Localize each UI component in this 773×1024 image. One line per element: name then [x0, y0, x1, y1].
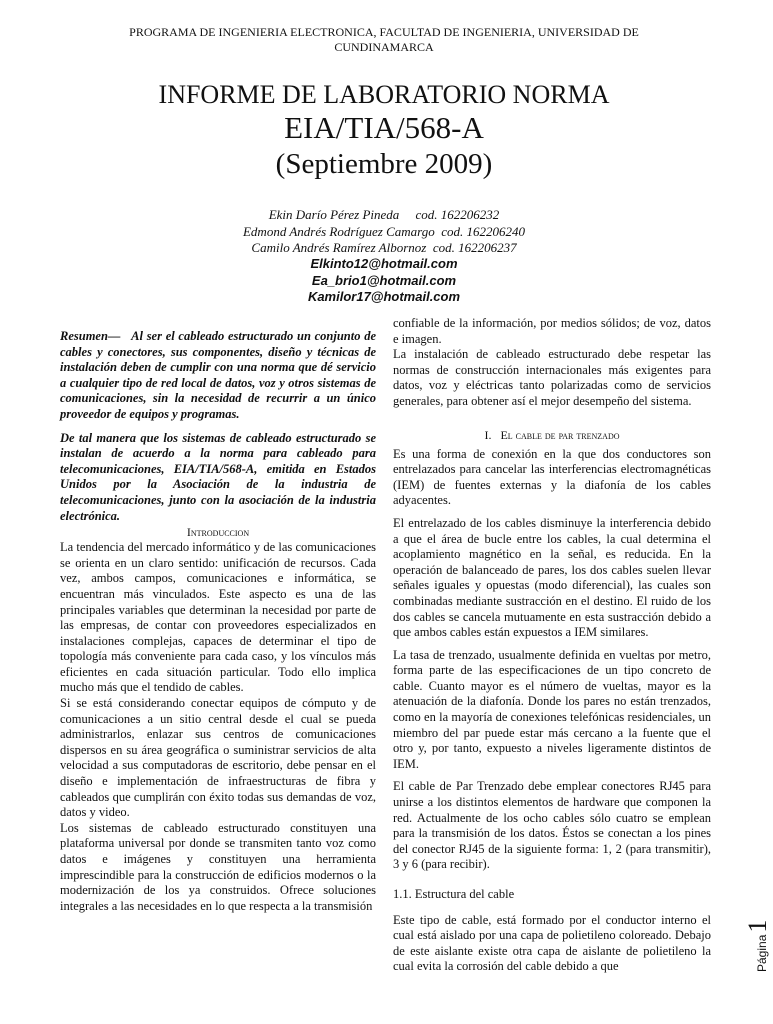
author-list: [0, 207, 768, 257]
intro-paragraph: La tendencia del mercado informático y de las comunicaciones se orienta en un claro sentido: unificación de recursos. Cada vez, ambos campos, comunicaciones e informática, se encuentran más vinculados. Este aspecto es una de las principales variables que determinan la necesidad por parte de las empresas, de contar con proveedores especializados en instalaciones complejas, capaces de determinar el tipo de topología más conveniente para cada caso, y los vínculos más eficientes en cada situación particular. Todo ello implica mucho más que el tendido de cables.: [60, 540, 376, 695]
institution-header: PROGRAMA DE INGENIERIA ELECTRONICA, FACULTAD DE INGENIERIA, UNIVERSIDAD DE CUNDINAMARCA: [129, 25, 639, 54]
body-paragraph: Este tipo de cable, está formado por el conductor interno el cual está aislado por una capa de polietileno coloreado. Debajo de este aislante existe otra capa de aislante de polietileno la cual evita la corrosión del cable debido a que: [393, 912, 711, 974]
body-paragraph: El entrelazado de los cables disminuye la interferencia debido a que el área de bucle entre los cables, la cual determina el acoplamiento magnético en la señal, es reducida. En la operación de balanceado de pares, los dos cables suelen llevar señales iguales y opuestas (modo diferencial), las cuales son combinadas mediante sustracción en el destino. El ruido de los dos cables se cancela mutuamente en esta sustracción debido a que ambos cables están expuestos a IEM similares.: [393, 515, 711, 640]
author-line: Edmond Andrés Rodríguez Camargo cod. 162206240: [242, 223, 526, 239]
intro-paragraph: Los sistemas de cableado estructurado constituyen una plataforma universal por donde se transmiten tanto voz como datos e imágenes y constituyen una herramienta imprescindible para la construcción de edificios modernos o la modernización de los ya construidos. Ofrece soluciones integrales a las necesidades en lo que respecta a la transmisión: [60, 820, 376, 913]
page-number-label: [718, 872, 772, 1002]
author-line: Ekin Darío Pérez Pineda cod. 162206232: [268, 207, 500, 222]
body-paragraph: La tasa de trenzado, usualmente definida en vueltas por metro, forma parte de las especificaciones de un tipo concreto de cable. Cuanto mayor es el número de vueltas, mayor es la atenuación de la diafonía. Donde los pares no están trenzados, como en la mayoría de conexiones telefónicas residenciales, un miembro del par puede estar más cercano a la fuente que el otro y, por tanto, expuesto a niveles ligeramente distintos de IEM.: [393, 647, 711, 771]
author-line: Camilo Andrés Ramírez Albornoz cod. 162206237: [251, 240, 517, 255]
report-date: (Septiembre 2009): [275, 148, 493, 180]
right-column: [393, 316, 711, 975]
section-heading: I. El cable de par trenzado: [484, 427, 620, 442]
email-link[interactable]: Kamilor17@hotmail.com: [307, 289, 461, 304]
body-paragraph: Es una forma de conexión en la que dos conductores son entrelazados para cancelar las interferencias electromagnéticas (IEM) de fuentes externas y la diafonía de los cables adyacentes.: [393, 446, 711, 508]
left-column: [60, 329, 376, 914]
email-link[interactable]: Ea_brio1@hotmail.com: [311, 272, 457, 288]
abstract: [60, 329, 376, 423]
abstract-text: Al ser el cableado estructurado un conjunto de cables y conectores, sus componentes, diseño y técnicas de instalación deben de cumplir con una norma que dé servicio a cualquier tipo de red local de datos, voz y otros sistemas de comunicaciones, sin la necesidad de recurrir a un único proveedor de equipos y programas.: [60, 329, 376, 421]
body-paragraph: confiable de la información, por medios sólidos; de voz, datos e imagen.: [393, 316, 711, 346]
intro-paragraph: Si se está considerando conectar equipos de cómputo y de comunicaciones a un sitio central desde el cual se pueda administrarlos, enlazar sus centros de comunicaciones dispersos en su área geográfica o suministrar servicios de alta velocidad a sus computadoras de escritorio, debe pensar en el diseño e implementación de infraestructuras de fibra y cableados que cumplirán con éxito todas sus demandas de voz, datos y video.: [60, 696, 376, 820]
email-link[interactable]: Elkinto12@hotmail.com: [310, 256, 458, 271]
subsection-heading: 1.1. Estructura del cable: [393, 887, 515, 901]
body-paragraph: El cable de Par Trenzado debe emplear conectores RJ45 para unirse a los distintos elementos de hardware que componen la red. Actualmente de los ocho cables sólo cuatro se emplean para la transmisión de los datos. Éstos se conectan a los pines del conector RJ45 de la siguiente forma: 1, 2 (para transmitir), 3 y 6 (para recibir).: [393, 779, 711, 872]
abstract-lead: Resumen—: [60, 329, 121, 343]
report-title: INFORME DE LABORATORIO NORMA: [158, 80, 610, 109]
page-number: 1: [743, 919, 772, 933]
abstract-continued: De tal manera que los sistemas de cableado estructurado se instalan de acuerdo a la norma para cableado para telecomunicaciones, EIA/TIA/568-A, emitida en Estados Unidos por la Asociación de la industria de telecomunicaciones, junto con la asociación de la industria electrónica.: [60, 430, 376, 523]
body-paragraph: La instalación de cableado estructurado debe respetar las normas de construcción internacionales más exigentes para datos, voz y eléctricas tanto polarizadas como de servicios generales, para obtener así el mejor desempeño del sistema.: [393, 347, 711, 408]
email-list: [0, 256, 768, 306]
page-word: Página: [755, 934, 769, 972]
standard-name: EIA/TIA/568-A: [284, 110, 484, 145]
intro-heading: Introduccion: [186, 525, 250, 540]
